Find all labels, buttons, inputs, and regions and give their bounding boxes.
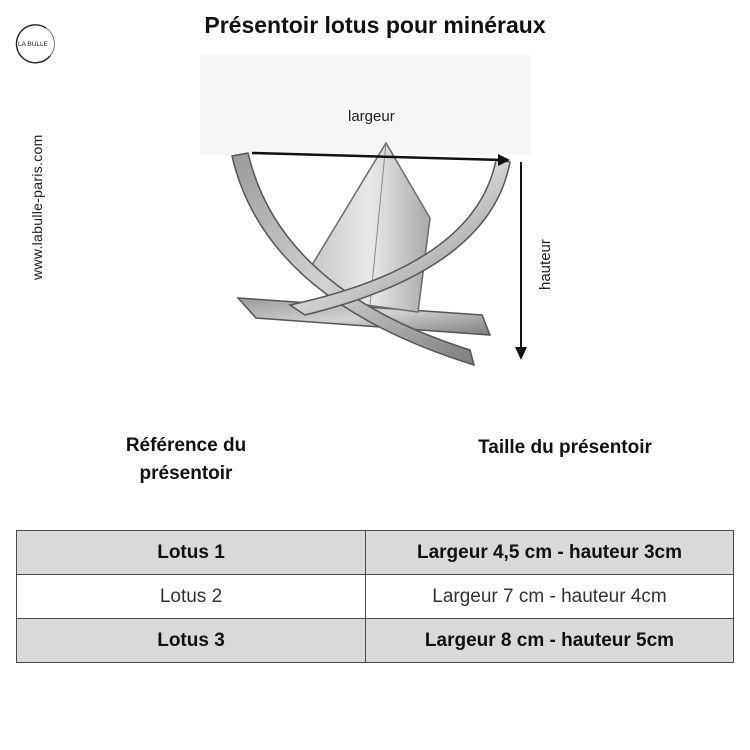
row-size: Largeur 4,5 cm - hauteur 3cm [366, 531, 734, 575]
website-url: www.labulle-paris.com [29, 134, 45, 280]
brand-logo [10, 20, 60, 66]
row-reference: Lotus 2 [17, 575, 366, 619]
size-column-header: Taille du présentoir [478, 437, 652, 458]
height-label: hauteur [537, 239, 554, 290]
size-table [16, 530, 734, 663]
table-row [17, 575, 734, 619]
height-arrowhead [515, 347, 527, 360]
table-row [17, 531, 734, 575]
table-row [17, 619, 734, 663]
width-label: largeur [348, 108, 395, 125]
background-smudge [200, 55, 530, 155]
row-reference: Lotus 1 [17, 531, 366, 575]
reference-column-header: Référence du présentoir [125, 435, 247, 484]
row-size: Largeur 8 cm - hauteur 5cm [366, 619, 734, 663]
row-reference: Lotus 3 [17, 619, 366, 663]
bubble-logo-icon [10, 20, 60, 66]
logo-text: LA BULLE [18, 41, 48, 48]
lotus-stand-illustration [190, 50, 550, 380]
row-size: Largeur 7 cm - hauteur 4cm [366, 575, 734, 619]
page-title: Présentoir lotus pour minéraux [204, 12, 546, 38]
